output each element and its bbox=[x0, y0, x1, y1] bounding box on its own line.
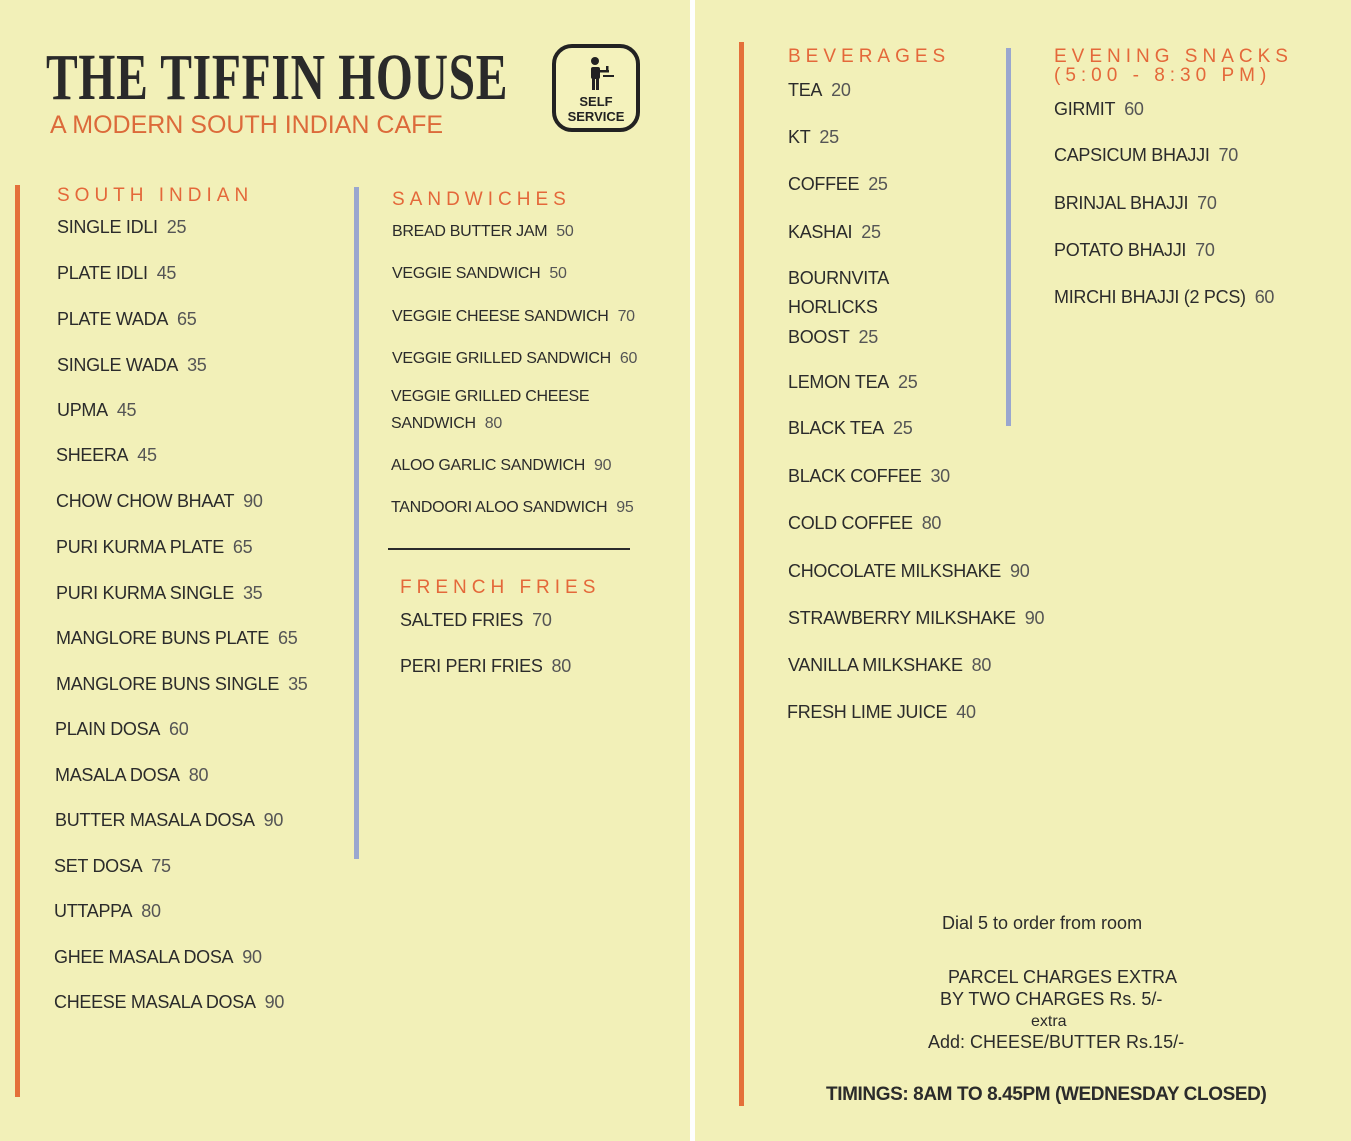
menu-item-name: UTTAPPA bbox=[54, 901, 133, 921]
menu-item bbox=[55, 719, 188, 740]
menu-item bbox=[1054, 193, 1217, 214]
menu-item-price: 70 bbox=[1218, 145, 1238, 165]
menu-item-price: 90 bbox=[1024, 608, 1045, 628]
menu-item bbox=[1054, 240, 1215, 261]
menu-item-name: FRESH LIME JUICE bbox=[787, 702, 948, 722]
menu-item-price: 45 bbox=[137, 445, 157, 465]
menu-item bbox=[391, 499, 633, 517]
menu-item-name: MASALA DOSA bbox=[55, 765, 180, 785]
timings-note: TIMINGS: 8AM TO 8.45PM (WEDNESDAY CLOSED) bbox=[826, 1084, 1267, 1105]
menu-item-name: VEGGIE GRILLED CHEESE bbox=[391, 388, 590, 405]
menu-item bbox=[57, 217, 186, 238]
menu-item-price: 80 bbox=[551, 656, 571, 676]
menu-item-name: MIRCHI BHAJJI (2 PCS) bbox=[1054, 287, 1246, 307]
menu-item bbox=[391, 457, 611, 475]
menu-item bbox=[787, 702, 976, 723]
menu-item bbox=[391, 388, 589, 406]
menu-item-price: 35 bbox=[187, 355, 207, 375]
menu-item bbox=[57, 400, 136, 421]
menu-item-name: PLATE IDLI bbox=[57, 263, 148, 283]
menu-item-name: BUTTER MASALA DOSA bbox=[55, 810, 255, 830]
menu-item-price: 80 bbox=[921, 513, 942, 533]
menu-item-price: 90 bbox=[242, 947, 262, 967]
menu-item bbox=[788, 608, 1044, 629]
menu-item bbox=[788, 513, 941, 534]
cafe-subtitle: A MODERN SOUTH INDIAN CAFE bbox=[50, 111, 444, 139]
menu-item-price: 45 bbox=[156, 263, 177, 283]
menu-item-name: ALOO GARLIC SANDWICH bbox=[391, 457, 586, 474]
menu-item-name: PURI KURMA SINGLE bbox=[56, 583, 234, 603]
menu-item-price: 60 bbox=[1124, 99, 1144, 119]
menu-item-price: 80 bbox=[484, 415, 502, 432]
badge-line2: SERVICE bbox=[567, 109, 625, 124]
menu-item bbox=[54, 947, 262, 968]
menu-item bbox=[788, 80, 851, 101]
menu-item bbox=[55, 765, 208, 786]
menu-item-name: CHEESE MASALA DOSA bbox=[54, 992, 256, 1012]
menu-item-name: HORLICKS bbox=[788, 297, 878, 317]
menu-item bbox=[788, 127, 839, 148]
menu-item-price: 65 bbox=[177, 309, 197, 329]
section-heading-sandwiches: SANDWICHES bbox=[392, 189, 571, 210]
menu-item-price: 35 bbox=[288, 674, 308, 694]
menu-item-price: 50 bbox=[556, 223, 574, 240]
menu-item-price: 25 bbox=[898, 372, 918, 392]
menu-item-name: PURI KURMA PLATE bbox=[56, 537, 224, 557]
menu-item bbox=[55, 810, 283, 831]
menu-item-name: UPMA bbox=[57, 400, 108, 420]
menu-item bbox=[56, 628, 297, 649]
menu-item-name: VEGGIE GRILLED SANDWICH bbox=[392, 350, 611, 367]
parcel-note-line4: Add: CHEESE/BUTTER Rs.15/- bbox=[928, 1032, 1185, 1052]
menu-item-price: 25 bbox=[893, 418, 913, 438]
menu-item-name: MANGLORE BUNS SINGLE bbox=[56, 674, 280, 694]
menu-item bbox=[788, 418, 912, 439]
menu-item-name: VANILLA MILKSHAKE bbox=[788, 655, 963, 675]
menu-item bbox=[56, 491, 263, 512]
menu-item bbox=[56, 674, 307, 695]
menu-item-price: 60 bbox=[1254, 287, 1275, 307]
menu-item-price: 25 bbox=[858, 327, 878, 347]
evening-snacks-rule bbox=[1006, 48, 1011, 426]
menu-item bbox=[392, 308, 635, 326]
menu-item-price: 80 bbox=[141, 901, 161, 921]
menu-item-price: 70 bbox=[1197, 193, 1217, 213]
menu-item bbox=[391, 415, 502, 433]
menu-item-price: 25 bbox=[166, 217, 187, 237]
menu-item-price: 40 bbox=[956, 702, 976, 722]
menu-item bbox=[54, 856, 171, 877]
south-indian-rule bbox=[15, 185, 20, 1097]
menu-item-name: TEA bbox=[788, 80, 823, 100]
menu-item bbox=[1054, 99, 1144, 120]
section-heading-beverages: BEVERAGES bbox=[788, 46, 951, 67]
menu-item-name: BRINJAL BHAJJI bbox=[1054, 193, 1189, 213]
menu-item bbox=[788, 327, 878, 348]
menu-item-name: TANDOORI ALOO SANDWICH bbox=[391, 499, 608, 516]
section-heading-south-indian: SOUTH INDIAN bbox=[57, 185, 254, 206]
menu-item-name: BOOST bbox=[788, 327, 850, 347]
dial-note: Dial 5 to order from room bbox=[942, 913, 1143, 933]
menu-item bbox=[56, 583, 262, 604]
menu-item-price: 30 bbox=[930, 466, 950, 486]
menu-item bbox=[54, 901, 161, 922]
menu-item bbox=[788, 466, 950, 487]
menu-right-page bbox=[695, 0, 1351, 1141]
section-divider bbox=[388, 548, 630, 550]
menu-item-price: 90 bbox=[594, 457, 612, 474]
menu-item-name: CHOW CHOW BHAAT bbox=[56, 491, 235, 511]
menu-item-price: 90 bbox=[264, 992, 285, 1012]
sandwiches-rule bbox=[354, 187, 359, 859]
menu-item bbox=[1054, 145, 1238, 166]
menu-item bbox=[56, 537, 252, 558]
menu-item bbox=[400, 656, 571, 677]
menu-item-price: 25 bbox=[819, 127, 839, 147]
self-service-badge bbox=[552, 44, 640, 132]
section-heading-evening-snacks: EVENING SNACKS bbox=[1054, 46, 1293, 67]
menu-item-price: 95 bbox=[616, 499, 634, 516]
menu-item-name: BREAD BUTTER JAM bbox=[392, 223, 548, 240]
menu-item-name: BLACK TEA bbox=[788, 418, 885, 438]
menu-item-price: 65 bbox=[278, 628, 298, 648]
beverages-rule bbox=[739, 42, 744, 1106]
menu-item-name: STRAWBERRY MILKSHAKE bbox=[788, 608, 1016, 628]
menu-item-price: 25 bbox=[868, 174, 888, 194]
menu-item bbox=[392, 223, 573, 241]
menu-item bbox=[788, 655, 991, 676]
menu-item bbox=[788, 222, 881, 243]
menu-item-price: 90 bbox=[1010, 561, 1030, 581]
menu-item bbox=[392, 265, 567, 283]
menu-item-name: GHEE MASALA DOSA bbox=[54, 947, 234, 967]
menu-item-price: 25 bbox=[861, 222, 881, 242]
parcel-note-line1: PARCEL CHARGES EXTRA bbox=[948, 967, 1178, 987]
menu-item-name: BLACK COFFEE bbox=[788, 466, 922, 486]
parcel-note-line2: BY TWO CHARGES Rs. 5/- bbox=[940, 989, 1163, 1009]
menu-item-name: MANGLORE BUNS PLATE bbox=[56, 628, 270, 648]
menu-item-name: KASHAI bbox=[788, 222, 853, 242]
menu-item-name: VEGGIE SANDWICH bbox=[392, 265, 541, 282]
menu-item bbox=[788, 297, 878, 318]
menu-item-price: 50 bbox=[549, 265, 567, 282]
menu-item bbox=[57, 263, 176, 284]
menu-item-name: SANDWICH bbox=[391, 415, 476, 432]
menu-item-price: 90 bbox=[263, 810, 284, 830]
menu-item bbox=[392, 350, 637, 368]
menu-item-price: 90 bbox=[243, 491, 263, 511]
menu-item-name: BOURNVITA bbox=[788, 268, 889, 288]
menu-item bbox=[54, 992, 284, 1013]
menu-item bbox=[788, 268, 889, 289]
menu-item-price: 20 bbox=[831, 80, 851, 100]
menu-item bbox=[788, 372, 917, 393]
menu-item-name: KT bbox=[788, 127, 811, 147]
evening-snacks-hours: (5:00 - 8:30 PM) bbox=[1054, 65, 1272, 86]
menu-item-name: SALTED FRIES bbox=[400, 610, 524, 630]
parcel-note-line3: extra bbox=[1031, 1013, 1067, 1030]
menu-item-name: SINGLE IDLI bbox=[57, 217, 158, 237]
section-heading-french-fries: FRENCH FRIES bbox=[400, 577, 601, 598]
menu-item-price: 70 bbox=[617, 308, 635, 325]
menu-item-price: 70 bbox=[532, 610, 552, 630]
menu-item-price: 80 bbox=[188, 765, 209, 785]
menu-item-price: 60 bbox=[619, 350, 638, 367]
menu-item-price: 70 bbox=[1195, 240, 1215, 260]
menu-item-name: VEGGIE CHEESE SANDWICH bbox=[392, 308, 609, 325]
menu-item bbox=[56, 445, 157, 466]
menu-item-name: SHEERA bbox=[56, 445, 129, 465]
menu-item-name: GIRMIT bbox=[1054, 99, 1116, 119]
menu-item-name: COFFEE bbox=[788, 174, 860, 194]
menu-item-price: 35 bbox=[242, 583, 263, 603]
menu-item bbox=[788, 174, 888, 195]
menu-item bbox=[788, 561, 1029, 582]
menu-item-price: 60 bbox=[169, 719, 189, 739]
menu-item-name: LEMON TEA bbox=[788, 372, 889, 392]
badge-line1: SELF bbox=[579, 94, 613, 109]
menu-item-price: 75 bbox=[151, 856, 171, 876]
menu-item-name: CHOCOLATE MILKSHAKE bbox=[788, 561, 1002, 581]
menu-item-price: 65 bbox=[232, 537, 253, 557]
menu-item-name: SET DOSA bbox=[54, 856, 143, 876]
menu-item bbox=[400, 610, 552, 631]
menu-item-name: PLATE WADA bbox=[57, 309, 169, 329]
menu-item-name: PERI PERI FRIES bbox=[400, 656, 543, 676]
menu-item-price: 80 bbox=[971, 655, 992, 675]
menu-item bbox=[1054, 287, 1274, 308]
menu-item-price: 45 bbox=[116, 400, 137, 420]
menu-item bbox=[57, 355, 206, 376]
menu-item-name: SINGLE WADA bbox=[57, 355, 179, 375]
self-service-person-icon bbox=[586, 56, 616, 92]
menu-item-name: CAPSICUM BHAJJI bbox=[1054, 145, 1210, 165]
menu-item-name: POTATO BHAJJI bbox=[1054, 240, 1187, 260]
menu-item-name: COLD COFFEE bbox=[788, 513, 913, 533]
menu-item bbox=[57, 309, 196, 330]
cafe-title: THE TIFFIN HOUSE bbox=[46, 41, 509, 114]
menu-item-name: PLAIN DOSA bbox=[55, 719, 161, 739]
